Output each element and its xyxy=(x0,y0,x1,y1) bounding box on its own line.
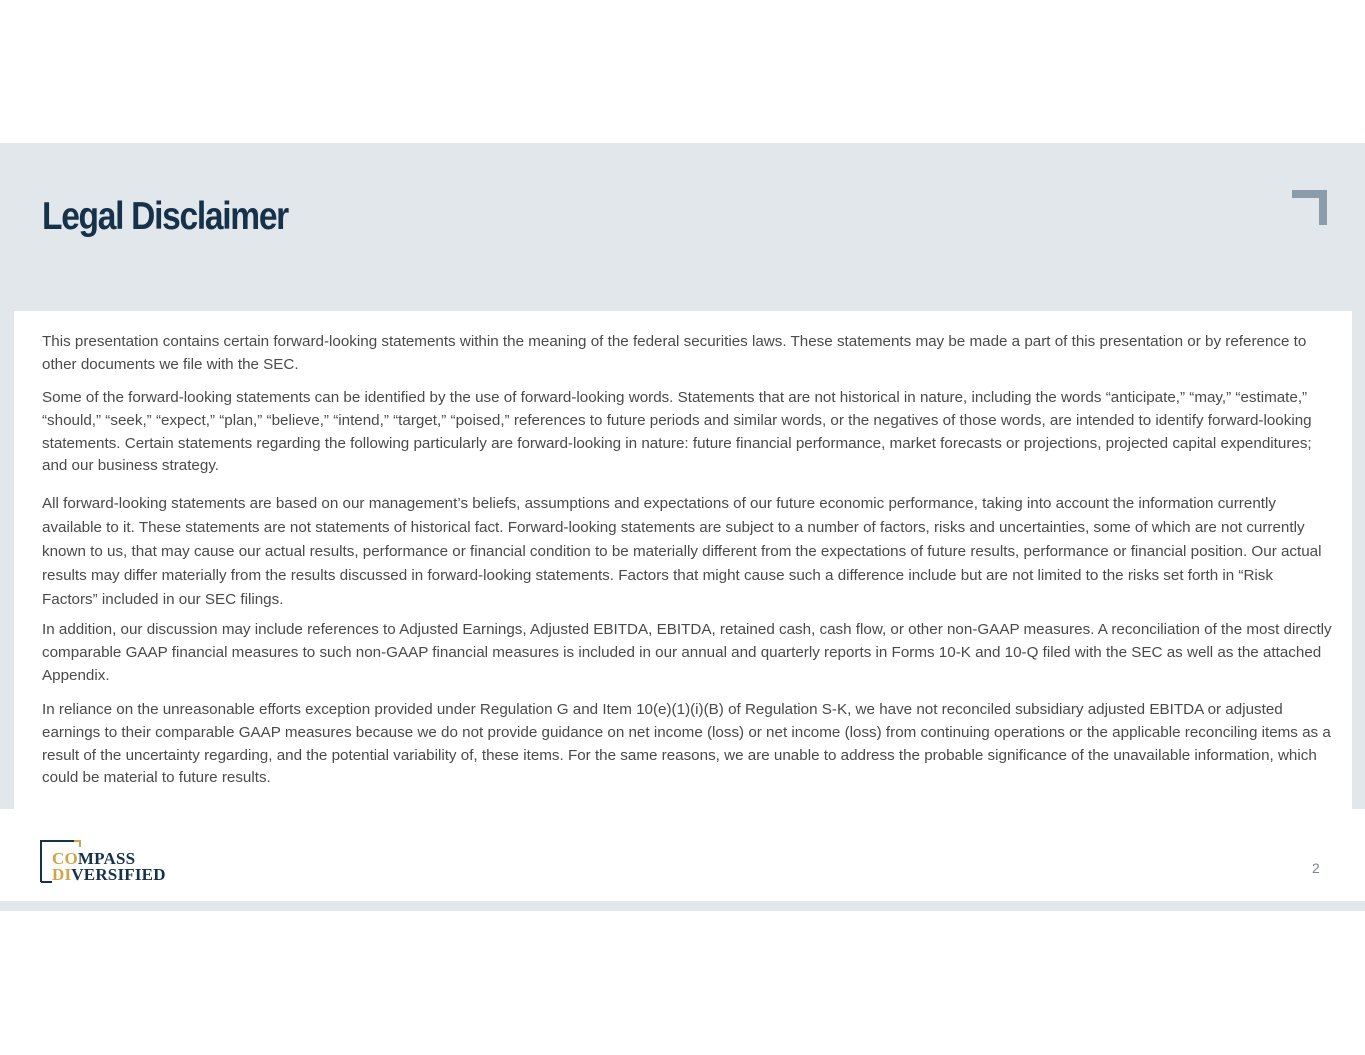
disclaimer-paragraph-4: In addition, our discussion may include references to Adjusted Earnings, Adjusted EBITDA, EBITDA, retained cash, cash flow, or other non-GAAP measures. A reconciliation of the most directly comparable GAAP financial measures to such non-GAAP financial measures is included in our annual and quarterly reports in Forms 10-K and 10-Q filed with the SEC as well as the attached Appendix. xyxy=(42,621,1332,684)
disclaimer-content xyxy=(14,311,1352,809)
logo-text-line-2: DIVERSIFIED xyxy=(52,865,166,884)
disclaimer-paragraph-5: In reliance on the unreasonable efforts exception provided under Regulation G and Item 10(e)(1)(i)(B) of Regulation S-K, we have not reconciled subsidiary adjusted EBITDA or adjusted earnings to their comparable GAAP measures because we do not provide guidance on net income (loss) or net income (loss) from continuing operations or the applicable reconciling items as a result of the uncertainty regarding, and the potential variability of, these items. For the same reasons, we are unable to address the probable significance of the unavailable information, which could be material to future results. xyxy=(42,701,1331,787)
slide xyxy=(0,143,1365,911)
logo-text-line-1: COMPASS xyxy=(52,849,136,868)
slide-footer xyxy=(0,809,1365,901)
company-logo xyxy=(40,840,180,884)
corner-bracket-icon xyxy=(1292,190,1327,225)
disclaimer-paragraph-1: This presentation contains certain forward-looking statements within the meaning of the federal securities laws. These statements may be made a part of this presentation or by reference to other documents we file with the SEC. xyxy=(42,333,1307,373)
page-number: 2 xyxy=(1312,860,1320,876)
disclaimer-paragraph-3: All forward-looking statements are based on our management’s beliefs, assumptions and expectations of our future economic performance, taking into account the information currently available to it. These statements are not statements of historical fact. Forward-looking statements are subject to a number of factors, risks and uncertainties, some of which are not currently known to us, that may cause our actual results, performance or financial condition to be materially different from the expectations of future results, performance or financial position. Our actual results may differ materially from the results discussed in forward-looking statements. Factors that might cause such a difference include but are not limited to the risks set forth in “Risk Factors” included in our SEC filings. xyxy=(42,495,1322,608)
page-title: Legal Disclaimer xyxy=(42,195,288,238)
disclaimer-paragraph-2: Some of the forward-looking statements can be identified by the use of forward-looking words. Statements that are not historical in nature, including the words “anticipate,” “may,” “estimate,” “should,” “seek,” “expect,” “plan,” “believe,” “intend,” “target,” “poised,” references to future periods and similar words, or the negatives of those words, are intended to identify forward-looking statements. Certain statements regarding the following particularly are forward-looking in nature: future financial performance, market forecasts or projections, projected capital expenditures; and our business strategy. xyxy=(42,389,1312,475)
